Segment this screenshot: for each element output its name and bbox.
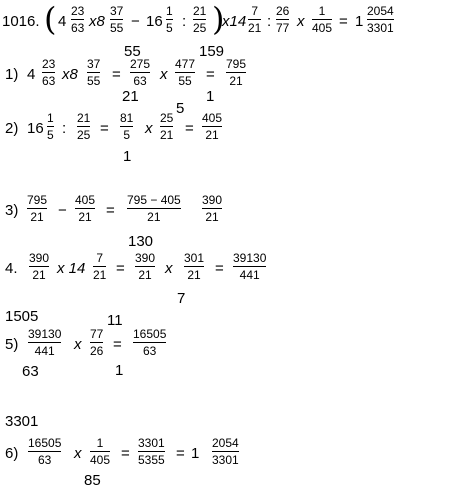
equals-sign: =	[100, 120, 109, 137]
fraction: 23 63	[71, 4, 85, 35]
equals-sign: =	[121, 445, 130, 462]
close-parenthesis: )	[212, 0, 225, 38]
fraction: 77 26	[90, 327, 104, 358]
divide-operator: :	[267, 13, 272, 30]
fraction: 1 5	[47, 111, 54, 142]
equals-sign: =	[116, 260, 125, 277]
fraction: 1 405	[90, 436, 111, 467]
fraction: 23 63	[42, 57, 56, 88]
fraction: 37 55	[87, 57, 101, 88]
fraction: 2054 3301	[367, 4, 394, 35]
equals-sign: =	[106, 202, 115, 219]
mixed-whole: 4	[27, 66, 36, 83]
equals-sign: =	[176, 445, 185, 462]
fraction: 405 21	[75, 193, 96, 224]
fraction: 26 77	[276, 4, 290, 35]
fraction: 21 25	[193, 4, 207, 35]
fraction: 81 5	[120, 111, 134, 142]
times-operator: x 14	[57, 260, 86, 277]
divide-operator: :	[62, 120, 67, 137]
cancel-number: 1505	[5, 308, 39, 325]
times-operator: x	[160, 66, 168, 83]
fraction: 477 55	[175, 57, 196, 88]
fraction: 16505 63	[28, 436, 62, 467]
times-operator: x8	[62, 66, 78, 83]
times-operator: x	[297, 13, 305, 30]
step-label: 5)	[5, 336, 19, 353]
minus-operator: −	[131, 13, 140, 30]
fraction: 1 405	[312, 4, 333, 35]
times-operator: x	[74, 445, 82, 462]
equals-sign: =	[113, 336, 122, 353]
cancel-number: 11	[107, 312, 123, 329]
equals-sign: =	[185, 120, 194, 137]
cancel-number: 63	[22, 363, 39, 380]
mixed-whole: 1	[191, 445, 200, 462]
fraction: 405 21	[202, 111, 223, 142]
fraction: 390 21	[202, 193, 223, 224]
times-operator: x	[74, 336, 82, 353]
mixed-whole: 4	[58, 13, 67, 30]
cancel-number: 21	[122, 88, 139, 105]
divide-operator: :	[182, 13, 187, 30]
fraction: 7 21	[93, 251, 107, 282]
fraction: 39130 441	[233, 251, 267, 282]
fraction: 301 21	[184, 251, 205, 282]
fraction: 7 21	[248, 4, 262, 35]
step-label: 6)	[5, 445, 19, 462]
fraction: 39130 441	[28, 327, 62, 358]
fraction: 795 21	[27, 193, 48, 224]
fraction: 2054 3301	[212, 436, 239, 467]
fraction: 390 21	[29, 251, 50, 282]
cancel-number: 7	[177, 290, 186, 307]
cancel-number: 85	[84, 472, 101, 489]
cancel-number: 55	[124, 43, 141, 60]
open-parenthesis: (	[44, 0, 57, 38]
cancel-number: 130	[128, 233, 154, 250]
fraction: 21 25	[77, 111, 91, 142]
fraction: 25 21	[160, 111, 174, 142]
equals-sign: =	[206, 66, 215, 83]
fraction: 390 21	[135, 251, 156, 282]
step-label: 2)	[5, 120, 19, 137]
fraction: 275 63	[130, 57, 151, 88]
fraction: 795 − 405 21	[127, 193, 181, 224]
equals-sign: =	[339, 13, 348, 30]
times-operator: x8	[89, 13, 105, 30]
mixed-whole: 16	[27, 120, 44, 137]
cancel-number: 1	[115, 362, 124, 379]
fraction: 16505 63	[133, 327, 167, 358]
mixed-whole: 16	[146, 13, 163, 30]
minus-operator: −	[58, 202, 67, 219]
times-operator: x14	[222, 13, 247, 30]
problem-number: 1016.	[2, 13, 40, 30]
cancel-number: 5	[176, 100, 185, 117]
times-operator: x	[145, 120, 153, 137]
mixed-whole: 1	[355, 13, 364, 30]
fraction: 37 55	[110, 4, 124, 35]
equals-sign: =	[112, 66, 121, 83]
fraction: 3301 5355	[138, 436, 165, 467]
step-label: 3)	[5, 202, 19, 219]
step-label: 4.	[5, 260, 18, 277]
cancel-number: 1	[123, 148, 132, 165]
step-label: 1)	[5, 66, 19, 83]
equals-sign: =	[215, 260, 224, 277]
fraction: 795 21	[226, 57, 247, 88]
cancel-number: 159	[199, 43, 225, 60]
cancel-number: 3301	[5, 413, 39, 430]
cancel-number: 1	[206, 88, 215, 105]
fraction: 1 5	[166, 4, 173, 35]
times-operator: x	[165, 260, 173, 277]
